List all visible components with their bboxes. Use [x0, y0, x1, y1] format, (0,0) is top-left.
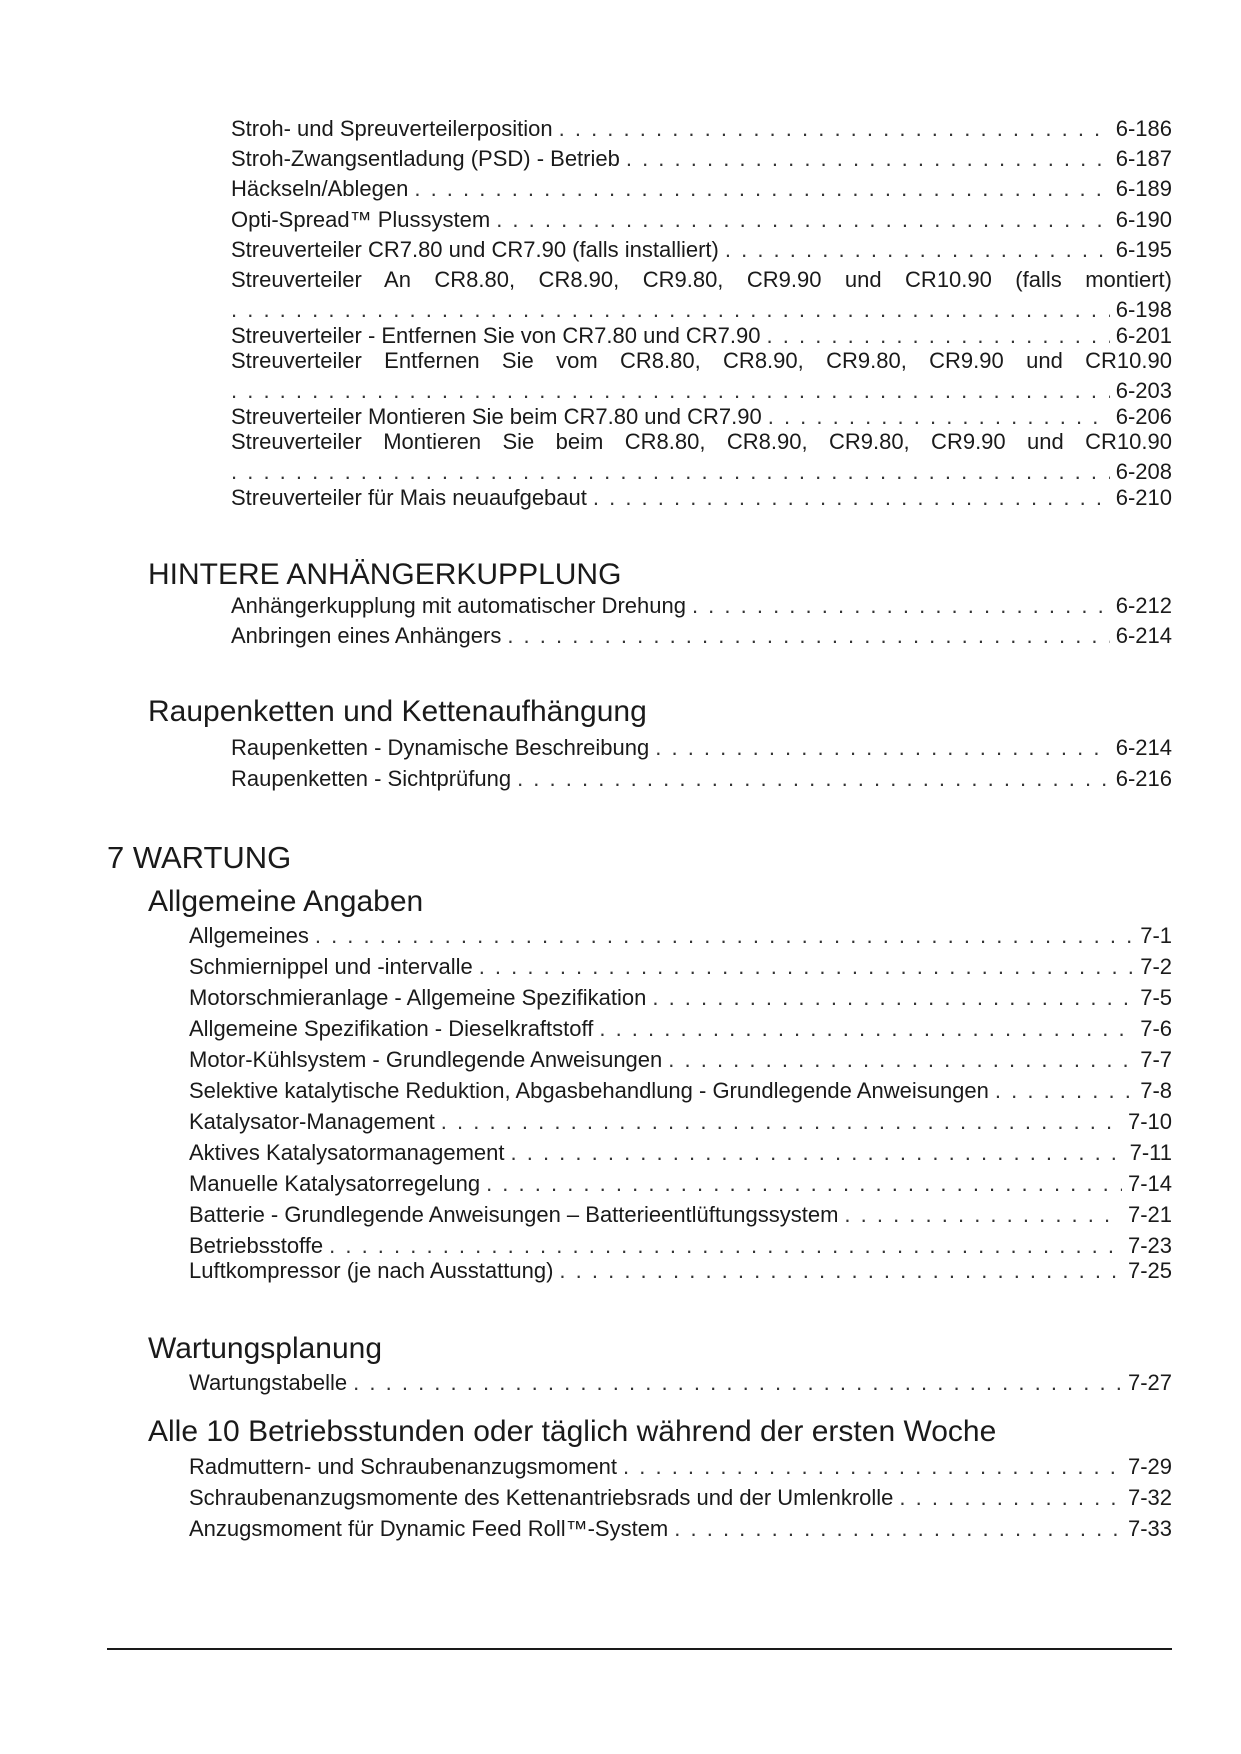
leader-dots	[441, 1107, 1122, 1137]
toc-entry-page: 7-14	[1127, 1171, 1172, 1196]
toc-entry-title: Streuverteiler Entfernen Sie vom CR8.80, CR8.90, CR9.80, CR9.90 und CR10.90	[231, 348, 1172, 373]
toc-entry-title: Motorschmieranlage - Allgemeine Spezifikation	[189, 985, 647, 1010]
toc-entry[interactable]	[189, 1452, 1172, 1482]
leader-dots	[517, 764, 1110, 794]
toc-entry-title: Streuverteiler An CR8.80, CR8.90, CR9.80, CR9.90 und CR10.90 (falls montiert)	[231, 267, 1172, 292]
toc-entry-title: Schraubenanzugsmomente des Kettenantriebsrads und der Umlenkrolle	[189, 1485, 894, 1510]
leader-dots	[315, 921, 1134, 951]
toc-entry[interactable]	[231, 174, 1172, 204]
toc-entry-page: 7-32	[1127, 1485, 1172, 1510]
toc-entry-page: 6-206	[1115, 404, 1172, 429]
toc-entry-page: 6-214	[1115, 735, 1172, 760]
toc-entry[interactable]	[231, 144, 1172, 174]
toc-entry[interactable]	[189, 1138, 1172, 1168]
toc-entry[interactable]	[189, 1256, 1172, 1286]
chapter-heading: 7 WARTUNG	[107, 840, 292, 875]
leader-dots	[559, 114, 1110, 144]
toc-entry-page: 6-214	[1115, 623, 1172, 648]
toc-entry[interactable]	[231, 764, 1172, 794]
toc-entry[interactable]	[189, 921, 1172, 951]
leader-dots	[652, 983, 1134, 1013]
toc-entry-page: 6-187	[1115, 146, 1172, 171]
toc-entry-title: Streuverteiler für Mais neuaufgebaut	[231, 485, 587, 510]
toc-entry-title: Häckseln/Ablegen	[231, 176, 409, 201]
toc-entry[interactable]	[189, 1514, 1172, 1544]
toc-entry-title: Anbringen eines Anhängers	[231, 623, 502, 648]
toc-entry-title: Stroh-Zwangsentladung (PSD) - Betrieb	[231, 146, 620, 171]
toc-entry-page: 7-6	[1140, 1016, 1172, 1041]
leader-dots	[414, 174, 1109, 204]
toc-entry-page: 7-10	[1127, 1109, 1172, 1134]
toc-entry-page: 7-33	[1127, 1516, 1172, 1541]
toc-entry-title: Batterie - Grundlegende Anweisungen – Batterieentlüftungssystem	[189, 1202, 839, 1227]
toc-entry-title: Streuverteiler Montieren Sie beim CR7.80 und CR7.90	[231, 404, 762, 429]
leader-dots	[725, 235, 1110, 265]
toc-entry[interactable]	[189, 1076, 1172, 1106]
leader-dots	[507, 621, 1109, 651]
leader-dots	[674, 1514, 1122, 1544]
toc-entry-page: 6-186	[1115, 116, 1172, 141]
toc-entry-title: Selektive katalytische Reduktion, Abgasbehandlung - Grundlegende Anweisungen	[189, 1078, 989, 1103]
toc-entry-title: Katalysator-Management	[189, 1109, 435, 1134]
toc-entry-page: 7-7	[1140, 1047, 1172, 1072]
leader-dots	[626, 144, 1110, 174]
leader-dots	[486, 1169, 1122, 1199]
leader-dots	[844, 1200, 1122, 1230]
leader-dots	[479, 952, 1135, 982]
toc-entry-title: Aktives Katalysatormanagement	[189, 1140, 505, 1165]
toc-entry[interactable]	[189, 1169, 1172, 1199]
leader-dots	[593, 483, 1110, 513]
toc-entry-page: 6-189	[1115, 176, 1172, 201]
toc-entry[interactable]	[189, 1368, 1172, 1398]
toc-entry[interactable]	[231, 235, 1172, 265]
toc-entry-title: Wartungstabelle	[189, 1370, 348, 1395]
toc-entry-title: Betriebsstoffe	[189, 1233, 324, 1258]
leader-dots	[496, 205, 1110, 235]
toc-entry-title: Manuelle Katalysatorregelung	[189, 1171, 481, 1196]
toc-entry-page: 7-11	[1129, 1140, 1172, 1165]
toc-entry[interactable]	[189, 983, 1172, 1013]
leader-dots	[353, 1368, 1122, 1398]
section-heading: Raupenketten und Kettenaufhängung	[148, 695, 647, 728]
toc-entry-two-line[interactable]	[231, 427, 1172, 487]
toc-entry-title: Opti-Spread™ Plussystem	[231, 207, 491, 232]
toc-entry[interactable]	[189, 1200, 1172, 1230]
toc-entry-title: Raupenketten - Sichtprüfung	[231, 766, 512, 791]
toc-entry-title: Luftkompressor (je nach Ausstattung)	[189, 1258, 554, 1283]
toc-entry[interactable]	[231, 483, 1172, 513]
section-heading: HINTERE ANHÄNGERKUPPLUNG	[148, 558, 622, 591]
toc-entry-title: Allgemeines	[189, 923, 309, 948]
toc-entry-page: 6-212	[1115, 593, 1172, 618]
toc-entry-title: Raupenketten - Dynamische Beschreibung	[231, 735, 650, 760]
toc-entry-page: 7-23	[1127, 1233, 1172, 1258]
section-heading: Alle 10 Betriebsstunden oder täglich während der ersten Woche	[148, 1415, 997, 1448]
toc-entry-page: 7-8	[1140, 1078, 1172, 1103]
toc-entry-page: 7-21	[1127, 1202, 1172, 1227]
toc-entry[interactable]	[231, 205, 1172, 235]
toc-entry-two-line[interactable]	[231, 265, 1172, 325]
section-heading: Wartungsplanung	[148, 1332, 383, 1365]
toc-entry[interactable]	[189, 1483, 1172, 1513]
leader-dots	[899, 1483, 1122, 1513]
toc-entry-page: 6-190	[1115, 207, 1172, 232]
section-heading: Allgemeine Angaben	[148, 885, 424, 918]
toc-entry-title: Schmiernippel und -intervalle	[189, 954, 473, 979]
toc-entry[interactable]	[231, 621, 1172, 651]
toc-entry-page: 7-29	[1127, 1454, 1172, 1479]
toc-entry-title: Motor-Kühlsystem - Grundlegende Anweisungen	[189, 1047, 663, 1072]
toc-entry-two-line[interactable]	[231, 346, 1172, 406]
toc-entry[interactable]	[231, 733, 1172, 763]
toc-entry-title: Streuverteiler CR7.80 und CR7.90 (falls installiert)	[231, 237, 719, 262]
toc-entry-page: 6-203	[1115, 378, 1172, 403]
toc-entry-title: Streuverteiler - Entfernen Sie von CR7.80 und CR7.90	[231, 323, 761, 348]
toc-entry-page: 6-208	[1115, 459, 1172, 484]
toc-entry[interactable]	[189, 1107, 1172, 1137]
leader-dots	[623, 1452, 1122, 1482]
toc-entry-page: 6-201	[1115, 323, 1172, 348]
toc-entry[interactable]	[189, 1045, 1172, 1075]
toc-entry[interactable]	[231, 114, 1172, 144]
toc-entry-page: 6-198	[1115, 297, 1172, 322]
footer-rule	[107, 1648, 1172, 1650]
toc-entry-page: 7-2	[1140, 954, 1172, 979]
leader-dots	[599, 1014, 1134, 1044]
toc-entry[interactable]	[189, 1014, 1172, 1044]
toc-entry-page: 7-25	[1127, 1258, 1172, 1283]
leader-dots	[692, 591, 1110, 621]
leader-dots	[655, 733, 1109, 763]
leader-dots	[511, 1138, 1124, 1168]
toc-entry-page: 6-216	[1115, 766, 1172, 791]
toc-entry[interactable]	[189, 952, 1172, 982]
toc-entry-title: Radmuttern- und Schraubenanzugsmoment	[189, 1454, 618, 1479]
leader-dots	[995, 1076, 1134, 1106]
toc-entry-title: Anhängerkupplung mit automatischer Drehung	[231, 593, 686, 618]
toc-entry-page: 7-27	[1127, 1370, 1172, 1395]
toc-entry-title: Streuverteiler Montieren Sie beim CR8.80, CR8.90, CR9.80, CR9.90 und CR10.90	[231, 429, 1172, 454]
leader-dots	[668, 1045, 1134, 1075]
toc-entry-page: 6-210	[1115, 485, 1172, 510]
toc-entry-title: Stroh- und Spreuverteilerposition	[231, 116, 553, 141]
toc-entry-page: 7-1	[1140, 923, 1172, 948]
toc-entry-page: 6-195	[1115, 237, 1172, 262]
toc-entry-title: Allgemeine Spezifikation - Dieselkraftstoff	[189, 1016, 594, 1041]
leader-dots	[559, 1256, 1122, 1286]
toc-entry[interactable]	[231, 591, 1172, 621]
toc-entry-page: 7-5	[1140, 985, 1172, 1010]
toc-entry-title: Anzugsmoment für Dynamic Feed Roll™-System	[189, 1516, 669, 1541]
